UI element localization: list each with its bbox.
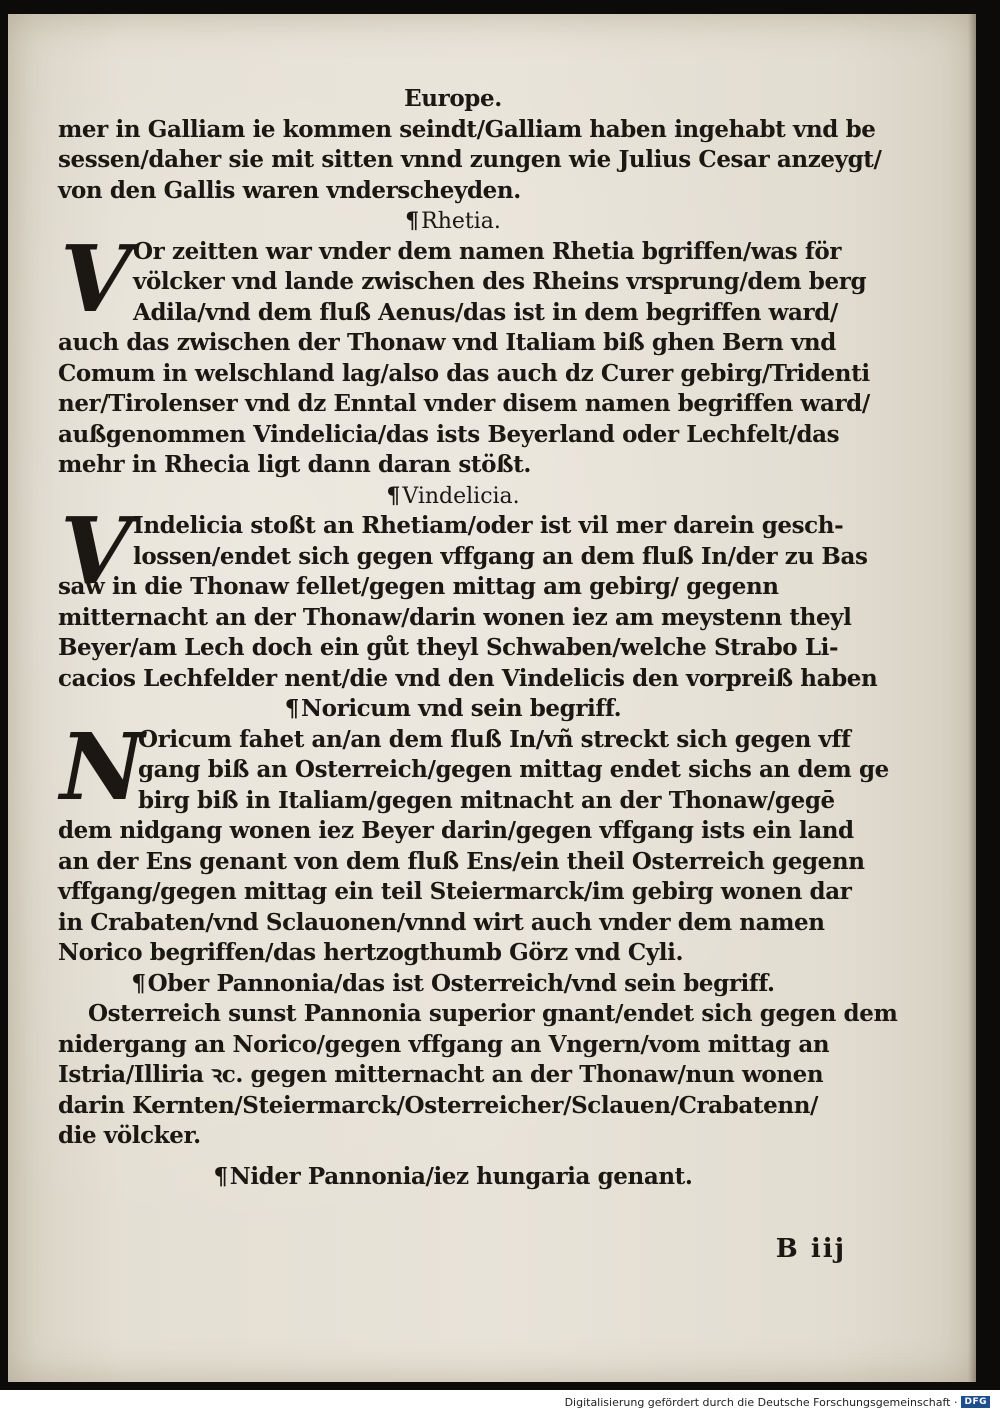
text-line: Istria/Illiria ꝛc. gegen mitternacht an der Thonaw/nun wonen (58, 1061, 824, 1088)
text-line: die völcker. (58, 1122, 201, 1149)
footer-text: Digitalisierung gefördert durch die Deutsche Forschungsgemeinschaft · (564, 1395, 958, 1409)
section-mark: ¶ (131, 969, 146, 997)
text-line: mitternacht an der Thonaw/darin wonen iez am meystenn theyl (58, 603, 852, 631)
text-line: dem nidgang wonen iez Beyer darin/gegen vffgang ists ein land (58, 817, 854, 844)
section-mark: ¶ (405, 208, 420, 234)
section-heading-ober-pannonia: ¶Ober Pannonia/das ist Osterreich/vnd sein begriff. (131, 969, 775, 997)
text-line: mehr in Rhecia ligt dann daran stößt. (58, 451, 531, 478)
text-line: an der Ens genant von dem fluß Ens/ein theil Osterreich gegenn (58, 847, 865, 875)
dfg-logo-icon: DFG (961, 1396, 990, 1408)
footer-credit (565, 1391, 990, 1413)
text-line: Beyer/am Lech doch ein gůt theyl Schwaben/welche Strabo Li- (58, 634, 839, 661)
text-line: mer in Galliam ie kommen seindt/Galliam haben ingehabt vnd be (58, 115, 876, 143)
paragraph-rhetia (58, 224, 870, 481)
text-line: in Crabaten/vnd Sclauonen/vnnd wirt auch vnder dem namen (58, 908, 825, 936)
text-line: gang biß an Osterreich/gegen mittag endet sichs an dem ge (138, 756, 889, 783)
text-line: Norico begriffen/das hertzogthumb Görz vnd Cyli. (58, 939, 684, 966)
text-line: ner/Tirolenser vnd dz Enntal vnder disem namen begriffen ward/ (58, 390, 870, 417)
section-heading-vindelicia: ¶Vindelicia. (386, 482, 520, 509)
book-page (8, 14, 976, 1382)
paragraph-noricum (58, 712, 889, 969)
text-line: cacios Lechfelder nent/die vnd den Vindelicis den vorpreiß haben (58, 664, 878, 692)
text-line: nidergang an Norico/gegen vffgang an Vngern/vom mittag an (58, 1030, 830, 1058)
section-mark: ¶ (284, 695, 300, 722)
text-line: auch das zwischen der Thonaw vnd Italiam biß ghen Bern vnd (58, 329, 836, 356)
text-line: Oricum fahet an/an dem fluß In/vñ streckt sich gegen vff (138, 725, 851, 753)
text-line: birg biß in Italiam/gegen mitnacht an der Thonaw/gegē (138, 786, 835, 814)
text-line: lossen/endet sich gegen vffgang an dem fluß In/der zu Bas (133, 542, 868, 570)
running-title: Europe. (404, 85, 502, 112)
dropcap-letter: V (60, 497, 132, 605)
text-line: Or zeitten war vnder dem namen Rhetia bgriffen/was för (133, 237, 842, 265)
section-heading-rhetia: ¶Rhetia. (405, 208, 501, 234)
text-line: Adila/vnd dem fluß Aenus/das ist in dem begriffen ward/ (133, 298, 838, 326)
page-text (58, 84, 898, 1192)
text-line: außgenommen Vindelicia/das ists Beyerland oder Lechfelt/das (58, 420, 840, 448)
dropcap-letter: V (60, 224, 132, 333)
text-line: Osterreich sunst Pannonia superior gnant/endet sich gegen dem (88, 1000, 898, 1027)
paragraph-vindelicia (58, 497, 878, 694)
section-heading-nider-pannonia: ¶Nider Pannonia/iez hungaria genant. (213, 1162, 693, 1190)
dropcap-letter: N (60, 712, 145, 821)
section-mark: ¶ (213, 1162, 228, 1190)
text-line: sessen/daher sie mit sitten vnnd zungen wie Julius Cesar anzeygt/ (58, 146, 882, 173)
section-mark: ¶ (386, 482, 401, 509)
section-heading-noricum: ¶Noricum vnd sein begriff. (284, 695, 622, 722)
text-line: darin Kernten/Steiermarck/Osterreicher/Sclauen/Crabatenn/ (58, 1091, 819, 1119)
text-line: saw in die Thonaw fellet/gegen mittag am gebirg/ gegenn (58, 573, 779, 600)
catchword-signature: B iij (775, 1234, 846, 1264)
text-line: Indelicia stoßt an Rhetiam/oder ist vil mer darein gesch- (133, 512, 844, 539)
text-line: völcker vnd lande zwischen des Rheins vrsprung/dem berg (133, 268, 867, 295)
page-edge-shadow (968, 14, 976, 1382)
text-line: Comum in welschland lag/also das auch dz Curer gebirg/Tridenti (58, 359, 870, 387)
text-line: von den Gallis waren vnderscheyden. (58, 176, 521, 204)
text-line: vffgang/gegen mittag ein teil Steiermarck/im gebirg wonen dar (58, 878, 852, 905)
